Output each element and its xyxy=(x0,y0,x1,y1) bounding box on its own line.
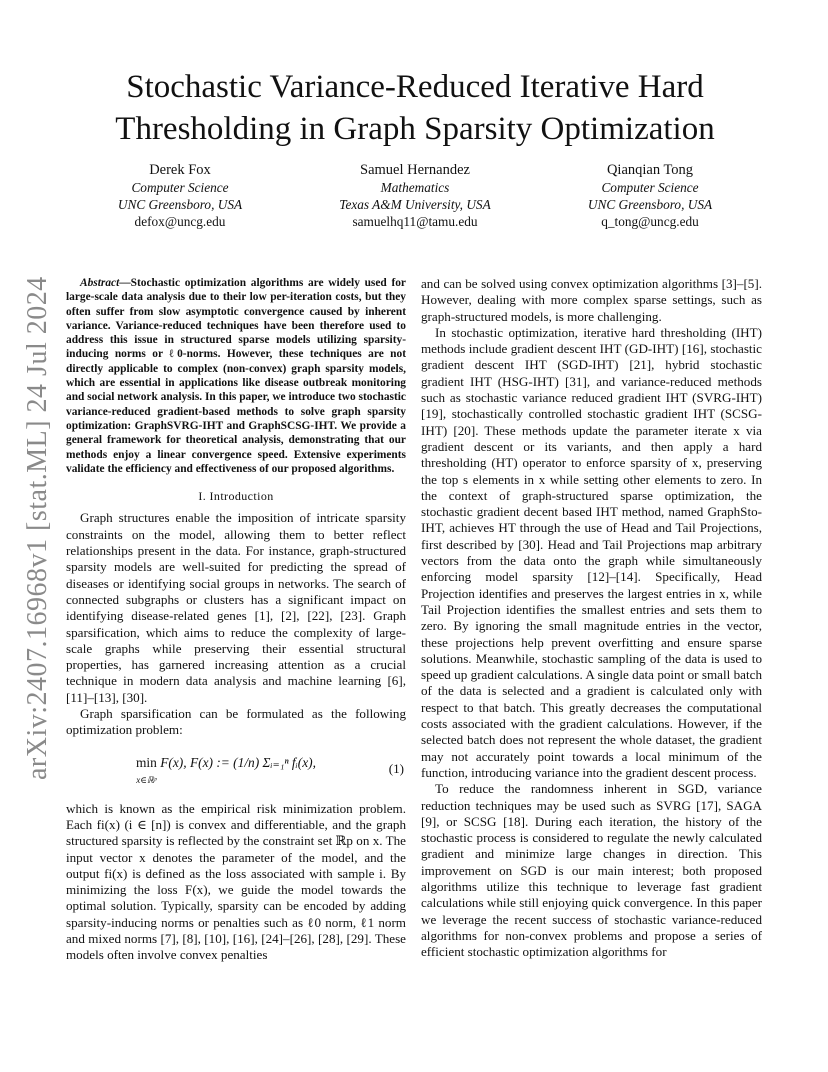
intro-paragraph-3: which is known as the empirical risk minimization problem. Each fi(x) (i ∈ [n]) is convex and differentiable, and the graph structured sparsity is reflected by the constraint set ℝp on x. The input vector x denotes the parameter of the model, and the output fi(x) is defined as the loss associated with sample i. By minimizing the loss F(x), we guide the model towards the optimal solution. Typically, sparsity can be encoded by adding sparsity-inducing norms or penalties such as ℓ0 norm, ℓ1 norm and mixed norms [7], [8], [10], [16], [24]–[26], [28], [29]. These models often involve convex penalties xyxy=(66,800,406,963)
author-email: q_tong@uncg.edu xyxy=(601,214,699,229)
intro-paragraph-2: Graph sparsification can be formulated as the following optimization problem: xyxy=(66,706,406,738)
author-name: Derek Fox xyxy=(149,162,211,178)
intro-paragraph-1: Graph structures enable the imposition of intricate sparsity constraints on the model, allowing them to better reflect relationships present in the data. For instance, graph-structured sparsity models are well-suited for predicting the spread of diseases or identifying social groups in networks. The search of connected subgraphs or clusters has a significant impact on identifying disease-related genes [1], [2], [22], [23]. Graph sparsification, which aims to reduce the complexity of large-scale graphs while preserving their essential structural properties, has garnered increasing attention as a crucial technique in modern data analysis and machine learning [6], [11]–[13], [30]. xyxy=(66,510,406,705)
equation-subscript: x∈ℝᵖ xyxy=(136,774,157,785)
author-dept: Computer Science xyxy=(131,180,229,195)
abstract-label: Abstract xyxy=(80,277,120,289)
arxiv-sidebar-stamp xyxy=(22,276,53,780)
title-line-1: Stochastic Variance-Reduced Iterative Hard xyxy=(126,69,704,105)
equation-number: (1) xyxy=(388,760,404,776)
abstract-text: —Stochastic optimization algorithms are widely used for large-scale data analysis due to their low per-iteration costs, but they often suffer from slow asymptotic convergence caused by inherent variance. Variance-reduced techniques have been therefore used to address this issue in structured sparse models utilizing sparsity-inducing norms or ℓ0-norms. However, these techniques are not directly applicable to complex (non-convex) graph sparsity models, which are essential in applications like disease outbreak monitoring and social network analysis. In this paper, we introduce two stochastic variance-reduced gradient-based methods to solve graph sparsity optimization: GraphSVRG-IHT and GraphSCSG-IHT. We provide a general framework for theoretical analysis, demonstrating that our methods enjoy a linear convergence speed. Extensive experiments validate the efficiency and effectiveness of our proposed algorithms. xyxy=(66,277,406,475)
author-3 xyxy=(530,162,770,230)
section-heading-introduction: I. Introduction xyxy=(198,489,274,504)
author-1 xyxy=(60,162,300,230)
author-block xyxy=(60,162,770,242)
left-column xyxy=(66,276,406,964)
abstract xyxy=(66,276,406,476)
equation-expression: F(x), F(x) := (1/n) Σᵢ₌₁ⁿ fᵢ(x), xyxy=(160,754,316,770)
author-2 xyxy=(295,162,535,230)
author-inst: Texas A&M University, USA xyxy=(339,197,491,212)
author-inst: UNC Greensboro, USA xyxy=(587,197,713,212)
author-email: samuelhq11@tamu.edu xyxy=(352,214,478,229)
title-line-2: Thresholding in Graph Sparsity Optimization xyxy=(115,111,715,147)
equation-1 xyxy=(66,745,406,797)
right-column xyxy=(421,276,762,960)
equation-min: min xyxy=(136,754,157,770)
author-dept: Mathematics xyxy=(380,180,450,195)
equation-body xyxy=(136,755,316,789)
author-email: defox@uncg.edu xyxy=(134,214,226,229)
intro-paragraph-4: and can be solved using convex optimization algorithms [3]–[5]. However, dealing with more complex sparse settings, such as graph-structured models, is more challenging. xyxy=(421,276,762,324)
author-name: Samuel Hernandez xyxy=(360,162,470,178)
intro-paragraph-6: To reduce the randomness inherent in SGD, variance reduction techniques may be used such as SVRG [17], SAGA [9], or SCSG [18]. During each iteration, the history of the stochastic process is considered to regulate the newly calculated gradient and minimize large changes in direction. This improvement on SGD is our main interest; both proposed algorithms utilize this technique to leverage fast gradient calculations while still enjoying quick convergence. In this paper we leverage the recent success of stochastic variance-reduced algorithms for non-convex problems and propose a series of efficient stochastic optimization algorithms for xyxy=(421,781,762,960)
intro-paragraph-5: In stochastic optimization, iterative hard thresholding (IHT) methods include gradient descent IHT (GD-IHT) [16], stochastic gradient descent IHT (SGD-IHT) [21], hybrid stochastic gradient IHT (HSG-IHT) [31], and variance-reduced methods such as stochastic variance reduced gradient IHT (SVRG-IHT) [19], stochastically controlled stochastic gradient IHT (SCSG-IHT) [20]. These methods update the parameter iterate x via gradient descent or its variants, and then apply a hard thresholding (HT) operator to enforce sparsity of x, preserving the top s elements in x while setting other elements to zero. In the context of graph-structured sparse optimization, the stochastic gradient decent based IHT method, named GraphSto-IHT, achieves HT through the use of Head and Tail Projections, first described by [30]. Head and Tail Projections map arbitrary vectors from the data onto the graph while simultaneously enforcing model sparsity [12]–[14]. Specifically, Head Projection identifies and preserves the largest entries in x, while Tail Projection identifies the smallest entries and sets them to zero. By ignoring the small magnitude entries in the vector, these projections help prevent overfitting and ensure sparse solutions. Meanwhile, stochastic sampling of the data is used to speed up gradient calculations. A single data point or small batch of the data is selected and a gradient is calculated only with respect to that batch. This greatly decreases the computational costs associated with the gradient calculations. However, if the selected batch does not represent the whole dataset, the gradient may not accurately point towards a local minimum of the function, introducing variance into the gradient descent process. xyxy=(421,324,762,780)
paper-title xyxy=(60,66,770,150)
author-name: Qianqian Tong xyxy=(606,162,694,178)
arxiv-id[interactable]: arXiv:2407.16968v1 [stat.ML] 24 Jul 2024 xyxy=(22,276,53,780)
author-inst: UNC Greensboro, USA xyxy=(117,197,243,212)
author-dept: Computer Science xyxy=(601,180,699,195)
